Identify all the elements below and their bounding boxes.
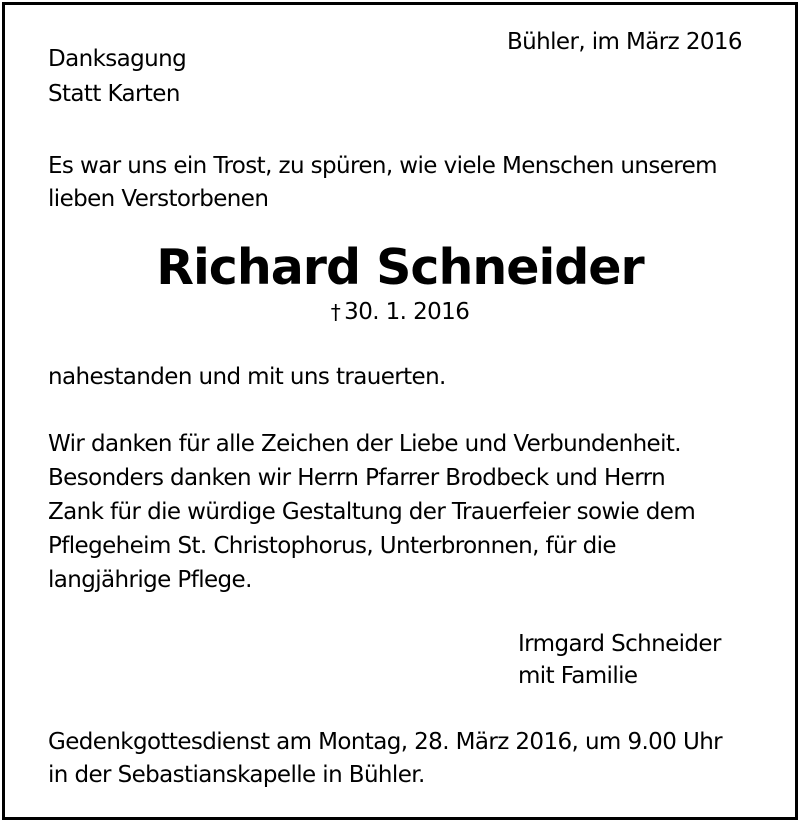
death-date: 30. 1. 2016 xyxy=(344,299,470,325)
service-line-1: Gedenkgottesdienst am Montag, 28. März 2016, um 9.00 Uhr xyxy=(48,729,723,755)
place-date: Bühler, im März 2016 xyxy=(507,29,742,55)
notice-border xyxy=(2,2,798,820)
signature-name: Irmgard Schneider xyxy=(518,631,721,657)
deceased-name: Richard Schneider xyxy=(156,239,644,296)
heading-danksagung: Danksagung xyxy=(48,46,187,72)
after-name-text: nahestanden und mit uns trauerten. xyxy=(48,364,446,390)
thanks-line-3: Zank für die würdige Gestaltung der Trauerfeier sowie dem xyxy=(48,499,696,525)
thanks-line-1: Wir danken für alle Zeichen der Liebe und Verbundenheit. xyxy=(48,431,682,457)
signature-family: mit Familie xyxy=(518,663,638,689)
thanks-line-5: langjährige Pflege. xyxy=(48,567,252,593)
heading-statt-karten: Statt Karten xyxy=(48,81,180,107)
cross-icon: † xyxy=(330,300,341,324)
death-date-line xyxy=(0,296,800,328)
intro-line-1: Es war uns ein Trost, zu spüren, wie viele Menschen unserem xyxy=(48,153,717,179)
thanks-line-2: Besonders danken wir Herrn Pfarrer Brodbeck und Herrn xyxy=(48,465,666,491)
thanks-line-4: Pflegeheim St. Christophorus, Unterbronnen, für die xyxy=(48,533,616,559)
intro-line-2: lieben Verstorbenen xyxy=(48,186,269,212)
service-line-2: in der Sebastianskapelle in Bühler. xyxy=(48,762,425,788)
